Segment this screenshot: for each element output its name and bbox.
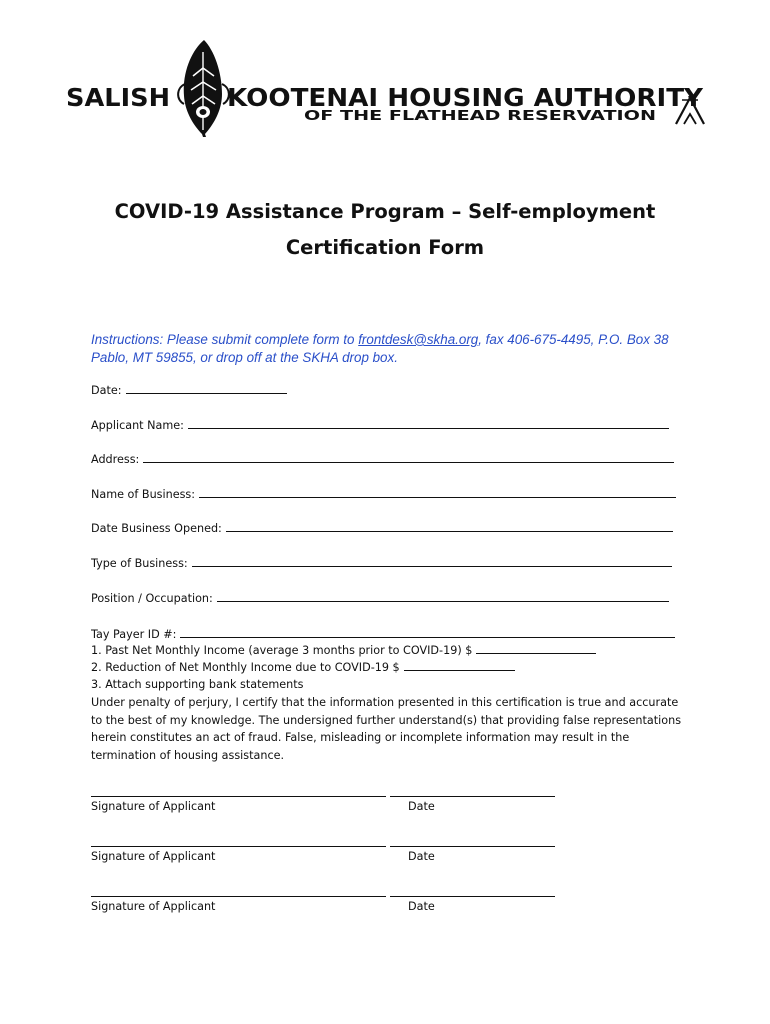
business-name-field[interactable] — [91, 487, 676, 503]
date-line[interactable] — [390, 846, 555, 847]
svg-text:SALISH: SALISH — [66, 83, 170, 112]
signature-line[interactable] — [91, 846, 386, 847]
position-field[interactable] — [91, 591, 669, 607]
bank-statements-label: 3. Attach supporting bank statements — [91, 678, 304, 691]
applicant-name-field[interactable] — [91, 418, 669, 434]
date-opened-label: Date Business Opened: — [91, 522, 222, 535]
signature-date-label: Date — [408, 850, 435, 863]
business-type-blank[interactable] — [192, 556, 672, 567]
past-income-blank[interactable] — [476, 643, 596, 654]
taxpayer-id-label: Tay Payer ID #: — [91, 628, 177, 641]
instructions-prefix: Instructions: Please submit complete form to — [91, 332, 359, 347]
address-blank[interactable] — [143, 452, 674, 463]
date-line[interactable] — [390, 796, 555, 797]
income-reduction-label: 2. Reduction of Net Monthly Income due to COVID-19 $ — [91, 661, 400, 674]
income-reduction-field[interactable] — [91, 660, 515, 676]
signature-label: Signature of Applicant — [91, 850, 216, 863]
business-type-field[interactable] — [91, 556, 672, 572]
income-reduction-blank[interactable] — [404, 660, 515, 671]
date-opened-blank[interactable] — [226, 521, 673, 532]
form-title — [0, 194, 770, 266]
form-title-line1: COVID-19 Assistance Program – Self-employment — [114, 200, 656, 223]
date-line[interactable] — [390, 896, 555, 897]
date-opened-field[interactable] — [91, 521, 673, 537]
past-income-field[interactable] — [91, 643, 596, 659]
signature-label: Signature of Applicant — [91, 800, 216, 813]
past-income-label: 1. Past Net Monthly Income (average 3 months prior to COVID-19) $ — [91, 644, 473, 657]
date-label: Date: — [91, 384, 122, 397]
applicant-name-blank[interactable] — [188, 418, 669, 429]
position-blank[interactable] — [217, 591, 669, 602]
svg-text:KOOTENAI HOUSING AUTHORITY: KOOTENAI HOUSING AUTHORITY — [227, 83, 704, 112]
taxpayer-id-field[interactable] — [91, 627, 675, 643]
form-title-line2: Certification Form — [285, 236, 485, 259]
email-link[interactable]: frontdesk@skha.org — [358, 332, 479, 347]
instructions-text — [91, 331, 691, 367]
signature-line[interactable] — [91, 796, 386, 797]
instructions-suffix: , fax 406-675-4495, P.O. Box 38 Pablo, MT 59855, or drop off at the SKHA drop box. — [91, 332, 669, 365]
skha-logo — [64, 38, 708, 138]
business-name-label: Name of Business: — [91, 488, 196, 501]
signature-label: Signature of Applicant — [91, 900, 216, 913]
signature-date-label: Date — [408, 900, 435, 913]
bank-statements-item — [91, 677, 303, 693]
svg-text:OF THE FLATHEAD RESERVATION: OF THE FLATHEAD RESERVATION — [304, 108, 656, 124]
certification-statement: Under penalty of perjury, I certify that the information presented in this certification is true and accurate to the best of my knowledge. The undersigned further understand(s) that providing false representations herein constitutes an act of fraud. False, misleading or incomplete information may result in the termination of housing assistance. — [91, 696, 682, 762]
signature-line[interactable] — [91, 896, 386, 897]
signature-date-label: Date — [408, 800, 435, 813]
address-label: Address: — [91, 453, 140, 466]
skha-logo-graphic — [64, 38, 708, 138]
address-field[interactable] — [91, 452, 674, 468]
date-blank[interactable] — [126, 383, 287, 394]
applicant-name-label: Applicant Name: — [91, 419, 184, 432]
taxpayer-id-blank[interactable] — [180, 627, 675, 638]
position-label: Position / Occupation: — [91, 592, 213, 605]
feather-icon — [178, 40, 229, 137]
business-name-blank[interactable] — [199, 487, 676, 498]
date-field[interactable] — [91, 383, 287, 399]
business-type-label: Type of Business: — [91, 557, 188, 570]
